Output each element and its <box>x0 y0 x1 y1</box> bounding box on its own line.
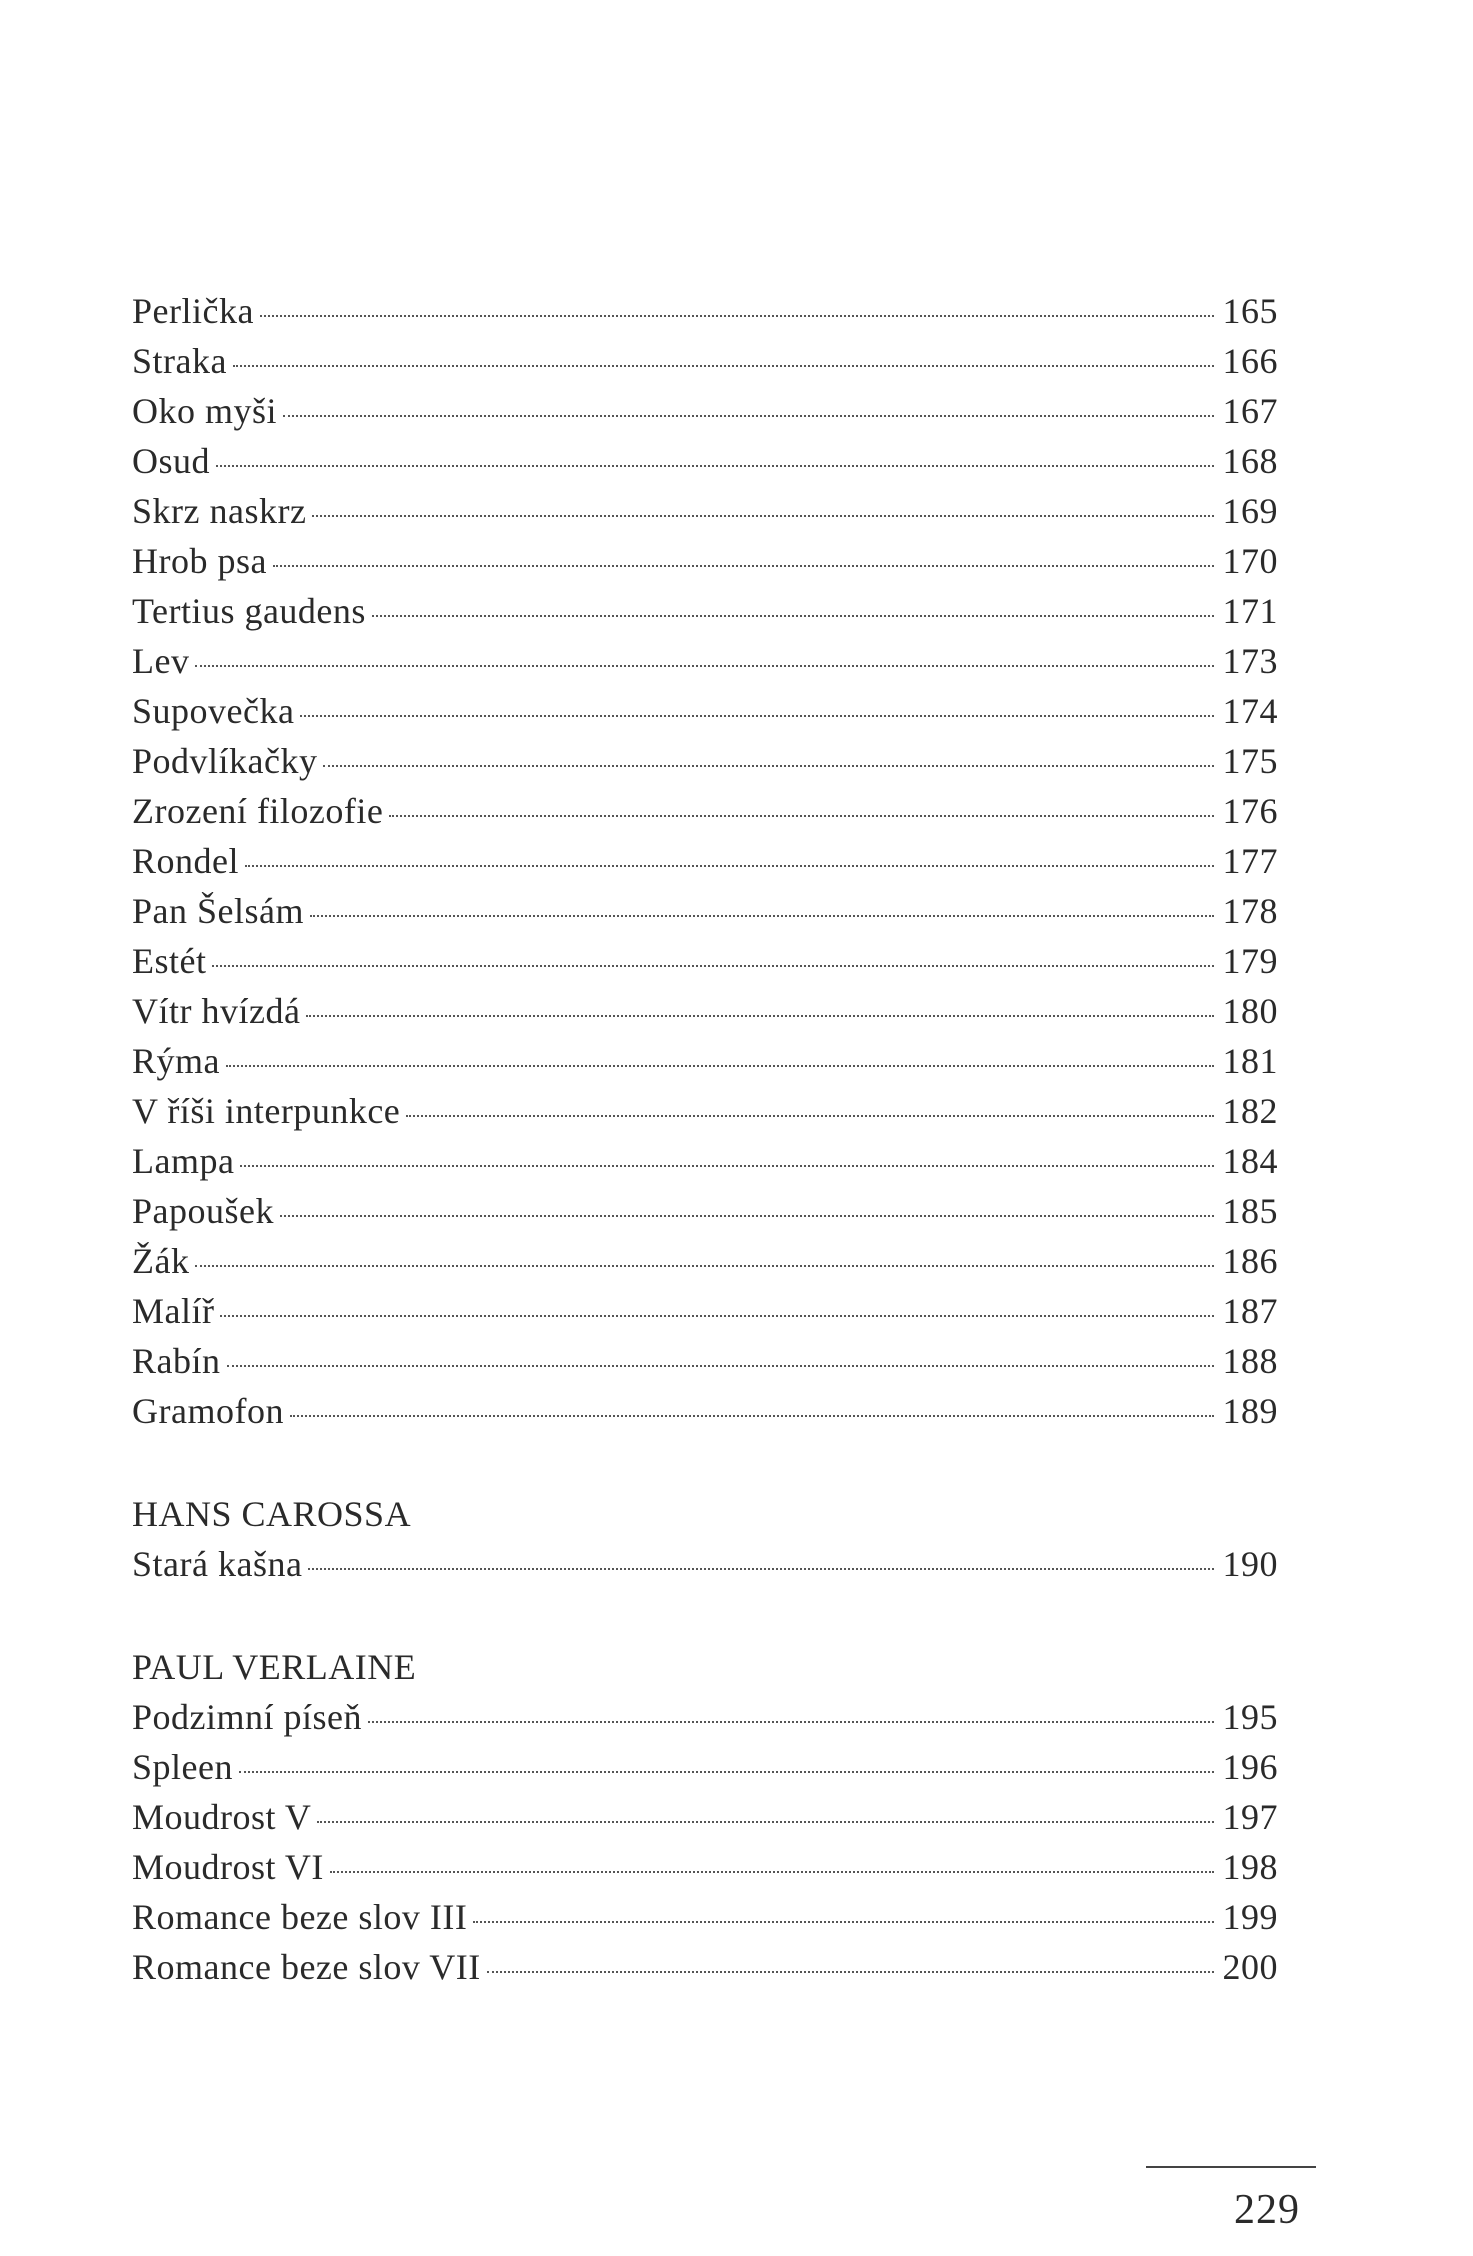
dot-leader <box>245 865 1214 867</box>
toc-entry <box>132 1036 1278 1086</box>
entry-page-number: 176 <box>1222 791 1278 831</box>
entry-title: Supovečka <box>132 691 295 731</box>
toc-entry <box>132 1842 1278 1892</box>
toc-entry <box>132 1286 1278 1336</box>
toc-entry <box>132 836 1278 886</box>
entry-page-number: 179 <box>1222 941 1278 981</box>
toc-entry <box>132 986 1278 1036</box>
dot-leader <box>195 665 1214 667</box>
toc-entry <box>132 1336 1278 1386</box>
author-heading: PAUL VERLAINE <box>132 1647 417 1687</box>
entry-page-number: 169 <box>1222 491 1278 531</box>
entry-page-number: 165 <box>1222 291 1278 331</box>
entry-title: Lampa <box>132 1141 235 1181</box>
entry-title: Romance beze slov VII <box>132 1947 481 1987</box>
dot-leader <box>233 365 1214 367</box>
entry-page-number: 182 <box>1222 1091 1278 1131</box>
toc-entry <box>132 1186 1278 1236</box>
toc-section <box>132 1436 1278 1589</box>
entry-title: Tertius gaudens <box>132 591 366 631</box>
dot-leader <box>312 515 1214 517</box>
toc-entry <box>132 686 1278 736</box>
toc-entry <box>132 1692 1278 1742</box>
entry-page-number: 199 <box>1222 1897 1278 1937</box>
toc-entry <box>132 436 1278 486</box>
dot-leader <box>283 415 1214 417</box>
entry-page-number: 168 <box>1222 441 1278 481</box>
toc-entry <box>132 1136 1278 1186</box>
toc-entry <box>132 636 1278 686</box>
entry-page-number: 195 <box>1222 1697 1278 1737</box>
dot-leader <box>195 1265 1214 1267</box>
toc-entry <box>132 786 1278 836</box>
dot-leader <box>473 1921 1214 1923</box>
dot-leader <box>310 915 1214 917</box>
entry-title: Vítr hvízdá <box>132 991 301 1031</box>
entry-title: Romance beze slov III <box>132 1897 468 1937</box>
toc-entry <box>132 1742 1278 1792</box>
entry-title: Straka <box>132 341 227 381</box>
dot-leader <box>317 1821 1214 1823</box>
toc-entry <box>132 536 1278 586</box>
dot-leader <box>216 465 1214 467</box>
section-spacer <box>132 1589 1278 1642</box>
dot-leader <box>330 1871 1214 1873</box>
toc-entry <box>132 1386 1278 1436</box>
dot-leader <box>227 1365 1215 1367</box>
entry-page-number: 177 <box>1222 841 1278 881</box>
dot-leader <box>368 1721 1214 1723</box>
entry-title: Estét <box>132 941 207 981</box>
entry-title: Rýma <box>132 1041 220 1081</box>
section-spacer <box>132 1436 1278 1489</box>
entry-title: Pan Šelsám <box>132 891 304 931</box>
dot-leader <box>300 715 1214 717</box>
entry-page-number: 174 <box>1222 691 1278 731</box>
entry-page-number: 166 <box>1222 341 1278 381</box>
entry-page-number: 189 <box>1222 1391 1278 1431</box>
entry-page-number: 190 <box>1222 1544 1278 1584</box>
toc-entry <box>132 1942 1278 1992</box>
dot-leader <box>372 615 1214 617</box>
entry-page-number: 196 <box>1222 1747 1278 1787</box>
entry-title: Osud <box>132 441 211 481</box>
footer-rule <box>1146 2166 1316 2168</box>
dot-leader <box>260 315 1214 317</box>
toc-entry <box>132 336 1278 386</box>
entry-page-number: 171 <box>1222 591 1278 631</box>
entry-page-number: 180 <box>1222 991 1278 1031</box>
entry-page-number: 184 <box>1222 1141 1278 1181</box>
dot-leader <box>389 815 1214 817</box>
entry-page-number: 187 <box>1222 1291 1278 1331</box>
dot-leader <box>212 965 1214 967</box>
entry-title: Zrození filozofie <box>132 791 384 831</box>
toc-section <box>132 286 1278 1436</box>
table-of-contents <box>132 286 1278 1992</box>
toc-entry <box>132 286 1278 336</box>
entry-title: Lev <box>132 641 190 681</box>
entry-page-number: 178 <box>1222 891 1278 931</box>
entry-title: Skrz naskrz <box>132 491 307 531</box>
dot-leader <box>273 565 1214 567</box>
entry-title: Oko myši <box>132 391 278 431</box>
entry-title: Žák <box>132 1241 190 1281</box>
toc-entry <box>132 1792 1278 1842</box>
dot-leader <box>280 1215 1214 1217</box>
dot-leader <box>239 1771 1214 1773</box>
entry-title: Gramofon <box>132 1391 284 1431</box>
entry-title: Malíř <box>132 1291 215 1331</box>
entry-page-number: 185 <box>1222 1191 1278 1231</box>
entry-title: Rabín <box>132 1341 221 1381</box>
entry-title: Hrob psa <box>132 541 267 581</box>
toc-entry <box>132 586 1278 636</box>
dot-leader <box>487 1971 1214 1973</box>
entry-page-number: 188 <box>1222 1341 1278 1381</box>
entry-page-number: 181 <box>1222 1041 1278 1081</box>
toc-entry <box>132 486 1278 536</box>
entry-title: V říši interpunkce <box>132 1091 401 1131</box>
entry-title: Podzimní píseň <box>132 1697 362 1737</box>
dot-leader <box>290 1415 1214 1417</box>
entry-page-number: 175 <box>1222 741 1278 781</box>
author-heading: HANS CAROSSA <box>132 1494 412 1534</box>
entry-page-number: 197 <box>1222 1797 1278 1837</box>
entry-page-number: 173 <box>1222 641 1278 681</box>
entry-page-number: 200 <box>1222 1947 1278 1987</box>
entry-title: Podvlíkačky <box>132 741 318 781</box>
entry-page-number: 198 <box>1222 1847 1278 1887</box>
toc-section <box>132 1589 1278 1992</box>
page-number: 229 <box>1234 2187 1300 2233</box>
entry-title: Moudrost V <box>132 1797 312 1837</box>
dot-leader <box>306 1015 1214 1017</box>
toc-entry <box>132 736 1278 786</box>
toc-entry <box>132 886 1278 936</box>
dot-leader <box>406 1115 1214 1117</box>
entry-page-number: 186 <box>1222 1241 1278 1281</box>
toc-entry <box>132 1539 1278 1589</box>
toc-entry <box>132 936 1278 986</box>
toc-entry <box>132 1236 1278 1286</box>
dot-leader <box>220 1315 1214 1317</box>
entry-title: Moudrost VI <box>132 1847 324 1887</box>
dot-leader <box>308 1568 1214 1570</box>
entry-title: Rondel <box>132 841 239 881</box>
entry-title: Papoušek <box>132 1191 274 1231</box>
toc-entry <box>132 1086 1278 1136</box>
entry-page-number: 170 <box>1222 541 1278 581</box>
dot-leader <box>240 1165 1214 1167</box>
entry-title: Stará kašna <box>132 1544 303 1584</box>
entry-title: Spleen <box>132 1747 233 1787</box>
dot-leader <box>226 1065 1214 1067</box>
entry-title: Perlička <box>132 291 254 331</box>
toc-entry <box>132 386 1278 436</box>
toc-entry <box>132 1892 1278 1942</box>
entry-page-number: 167 <box>1222 391 1278 431</box>
dot-leader <box>323 765 1214 767</box>
